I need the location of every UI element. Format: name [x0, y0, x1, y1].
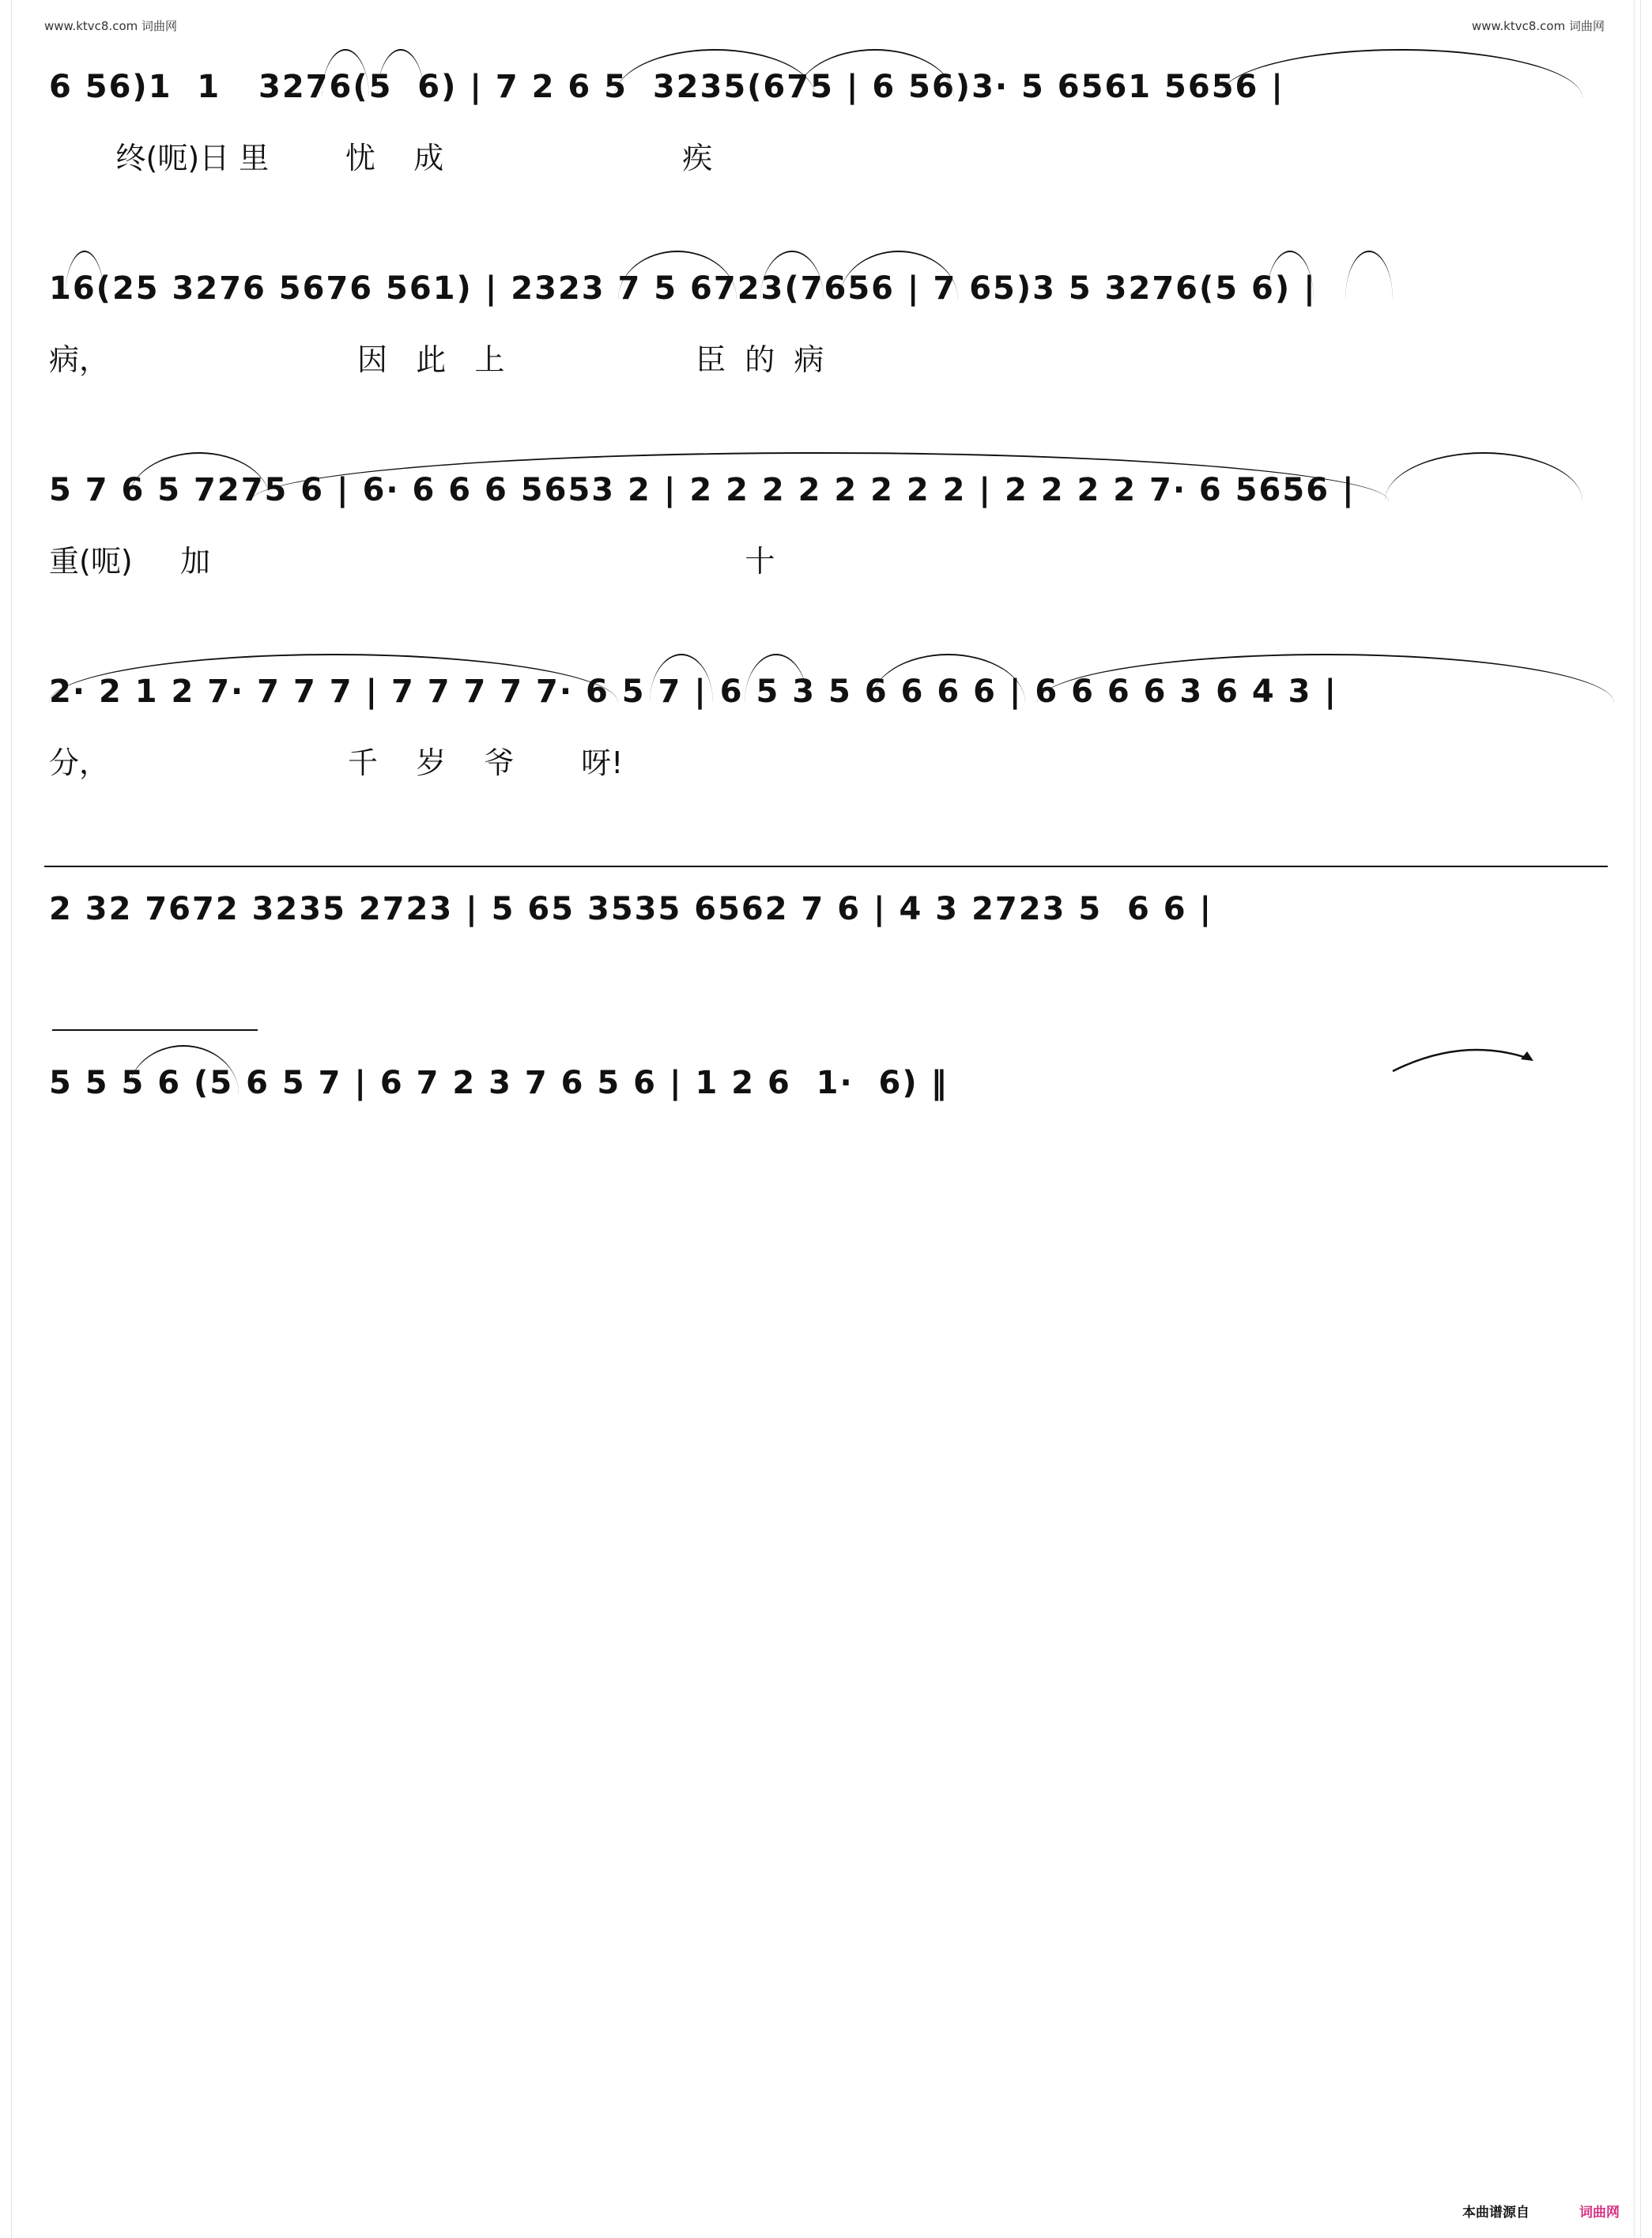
lyrics-line [49, 957, 1614, 1004]
footer-source-note: 本曲谱源自 [1462, 2205, 1529, 2221]
lyrics-line: 终(呃)日 里 忧 成 疾 [49, 141, 713, 175]
line-6-overline [52, 1029, 258, 1031]
lyrics-line: 病， 因 此 上 臣 的 病 [49, 342, 824, 377]
notes-line: 6 56)1 1 3276(5 6) | 7 2 6 5 3235(675 | 6 56)3· 5 6561 5656 | [49, 69, 1284, 105]
notes-line: 5 5 5 6 (5 6 5 7 | 6 7 2 3 7 6 5 6 | 1 2 6 1· 6) ‖ [49, 1065, 949, 1101]
section-divider [44, 866, 1608, 867]
notes-line: 2 32 7672 3235 2723 | 5 65 3535 6562 7 6 | 4 3 2723 5 6 6 | [49, 891, 1213, 927]
lyrics-line: 分， 千 岁 爷 呀! [49, 745, 624, 780]
notes-line: 2· 2 1 2 7· 7 7 7 | 7 7 7 7 7· 6 5 7 | 6 5 3 5 6 6 6 6 | 6 6 6 6 3 6 4 3 | [49, 674, 1338, 710]
notes-line: 16(25 3276 5676 561) | 2323 7 5 6723(7656 | 7 65)3 5 3276(5 6) | [49, 270, 1317, 307]
header-right-watermark: www.ktvc8.com 词曲网 [1471, 19, 1605, 33]
lyrics-line: 重(呃) 加 十 [49, 544, 775, 579]
notes-line: 5 7 6 5 7275 6 | 6· 6 6 6 5653 2 | 2 2 2 2 2 2 2 2 | 2 2 2 2 7· 6 5656 | [49, 472, 1356, 508]
lyrics-line [49, 1130, 1614, 1178]
footer-brand-link[interactable]: 词曲网 [1579, 2205, 1620, 2221]
header-left-watermark: www.ktvc8.com 词曲网 [44, 19, 178, 33]
